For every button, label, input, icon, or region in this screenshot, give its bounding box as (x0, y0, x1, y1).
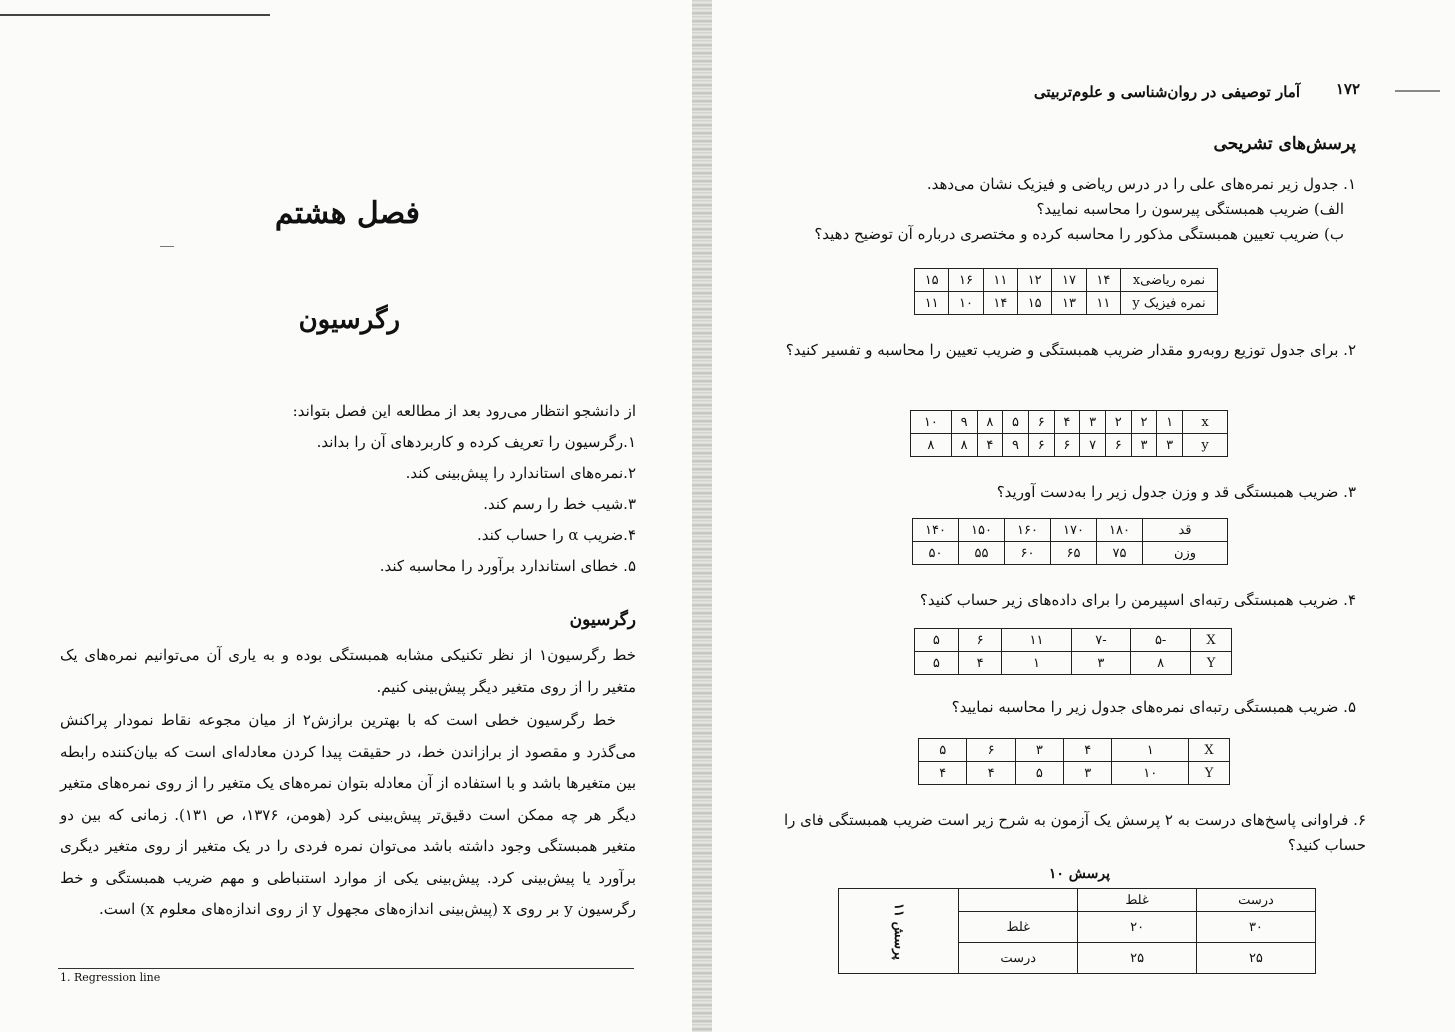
q1-table (914, 268, 1218, 315)
table-cell: ۲ (1131, 411, 1157, 434)
table-cell: ۱۴۰ (913, 519, 959, 542)
table-cell: ۴ (967, 762, 1015, 785)
table-cell: X (1189, 739, 1230, 762)
row-label: غلط (959, 912, 1078, 943)
q3-table (912, 518, 1228, 565)
q5-table (918, 738, 1230, 785)
table-cell: ۶۵ (1051, 542, 1097, 565)
question-6: ۶. فراوانی پاسخ‌های درست به ۲ پرسش یک آزمون به شرح زیر است ضریب همبستگی فای را حساب کنید؟ (783, 811, 1366, 854)
table-cell: ۹ (951, 411, 977, 434)
table-cell: ۸ (1131, 652, 1191, 675)
footnote: 1. Regression line (60, 971, 161, 984)
table-cell: ۱۷۰ (1051, 519, 1097, 542)
table-cell: ۳ (1015, 739, 1063, 762)
objectives-intro: از دانشجو انتظار می‌رود بعد از مطالعه این فصل بتواند: (292, 402, 636, 420)
table-cell: ۸ (951, 434, 977, 457)
table-cell: ۳۰ (1196, 912, 1315, 943)
paragraph-1: خط رگرسیون۱ از نظر تکنیکی مشابه همبستگی بوده و به یاری آن می‌توانیم نمره‌های یک متغیر را از روی متغیر دیگر پیش‌بینی کنیم. (60, 646, 636, 696)
table-cell: ۵ (919, 739, 967, 762)
section-heading: رگرسیون (569, 610, 636, 630)
table-cell: ۳ (1064, 762, 1112, 785)
table-cell: -۷ (1071, 629, 1131, 652)
table-cell: ۸ (977, 411, 1003, 434)
table-cell: وزن (1143, 542, 1228, 565)
question-3: ۳. ضریب همبستگی قد و وزن جدول زیر را به‌دست آورید؟ (996, 483, 1356, 501)
table-cell: ۴ (1054, 411, 1080, 434)
question-1b: ب) ضریب تعیین همبستگی مذکور را محاسبه کرده و مختصری درباره آن توضیح دهید؟ (814, 225, 1344, 243)
col-header-wrong: غلط (1078, 889, 1197, 912)
table-cell: ۲۰ (1078, 912, 1197, 943)
table-cell: ۶ (1028, 434, 1054, 457)
objective-item: ۵. خطای استاندارد برآورد را محاسبه کند. (379, 557, 636, 575)
table-cell: ۳ (1157, 434, 1183, 457)
table-cell: ۴ (958, 652, 1002, 675)
objective-item: ۴.ضریب α را حساب کند. (476, 526, 636, 544)
table-cell: ۱۶ (949, 269, 983, 292)
table-cell: ۹ (1003, 434, 1029, 457)
left-page (0, 0, 692, 1032)
book-spine (692, 0, 712, 1032)
table-cell: ۵ (1003, 411, 1029, 434)
table-cell: ۳ (1080, 411, 1106, 434)
table-cell: ۱ (1002, 652, 1071, 675)
chapter-title: فصل هشتم (274, 196, 420, 231)
row-label: درست (959, 943, 1078, 974)
table-cell: Y (1191, 652, 1232, 675)
table-cell: ۱۵۰ (959, 519, 1005, 542)
table-cell: ۱۰ (911, 411, 952, 434)
questions-heading: پرسش‌های تشریحی (1213, 134, 1356, 154)
table-cell: ۱۳ (1052, 292, 1086, 315)
running-title: آمار توصیفی در روان‌شناسی و علوم‌تربیتی (1033, 83, 1300, 101)
question-1a: الف) ضریب همبستگی پیرسون را محاسبه نمایید؟ (1036, 200, 1344, 218)
table-cell: نمره فیزیک y (1121, 292, 1218, 315)
question-1-text: ۱. جدول زیر نمره‌های علی را در درس ریاضی و فیزیک نشان می‌دهد. (926, 175, 1356, 193)
table-cell: ۱۶۰ (1005, 519, 1051, 542)
table-cell: ۱۴ (1086, 269, 1120, 292)
table-cell: ۸ (911, 434, 952, 457)
table-cell: -۵ (1131, 629, 1191, 652)
top-rule (0, 14, 270, 16)
table-cell: ۵۰ (913, 542, 959, 565)
question-4: ۴. ضریب همبستگی رتبه‌ای اسپیرمن را برای داده‌های زیر حساب کنید؟ (919, 591, 1356, 609)
table-cell: ۱۱ (915, 292, 949, 315)
question-5: ۵. ضریب همبستگی رتبه‌ای نمره‌های جدول زیر را محاسبه نمایید؟ (951, 698, 1356, 716)
table-cell: y (1183, 434, 1228, 457)
table-cell: ۵۵ (959, 542, 1005, 565)
table-cell: x (1183, 411, 1228, 434)
table-cell: ۲ (1105, 411, 1131, 434)
table-cell: ۱۰ (1112, 762, 1189, 785)
table-cell: Y (1189, 762, 1230, 785)
objectives (100, 396, 636, 582)
objective-item: ۳.شیب خط را رسم کند. (483, 495, 636, 513)
table-cell: ۳ (1071, 652, 1131, 675)
col-header-correct: درست (1196, 889, 1315, 912)
table-cell: ۱۴ (983, 292, 1017, 315)
table-cell: ۷ (1080, 434, 1106, 457)
objective-item: ۲.نمره‌های استاندارد را پیش‌بینی کند. (405, 464, 636, 482)
objective-item: ۱.رگرسیون را تعریف کرده و کاربردهای آن را بداند. (316, 433, 636, 451)
q6-table-title: پرسش ۱۰ (1048, 866, 1110, 882)
table-cell (959, 889, 1078, 912)
table-cell: ۱۸۰ (1097, 519, 1143, 542)
table-cell: ۱ (1112, 739, 1189, 762)
table-cell: ۱۷ (1052, 269, 1086, 292)
table-cell: ۲۵ (1196, 943, 1315, 974)
question-1 (780, 172, 1356, 247)
table-cell: ۶ (1054, 434, 1080, 457)
q6-side-label: پرسش ۱۱ (891, 902, 907, 960)
table-cell: ۵ (915, 652, 959, 675)
table-cell: ۶ (967, 739, 1015, 762)
edge-mark (1395, 90, 1440, 92)
table-cell: ۴ (977, 434, 1003, 457)
table-cell: X (1191, 629, 1232, 652)
table-cell: قد (1143, 519, 1228, 542)
table-cell: ۲۵ (1078, 943, 1197, 974)
page-number: ۱۷۲ (1335, 80, 1360, 98)
table-cell: نمره ریاضیx (1121, 269, 1218, 292)
table-cell: ۶۰ (1005, 542, 1051, 565)
table-cell: ۶ (1105, 434, 1131, 457)
table-cell: ۱۵ (915, 269, 949, 292)
table-cell: ۶ (1028, 411, 1054, 434)
table-cell: ۱۲ (1018, 269, 1052, 292)
q4-table (914, 628, 1232, 675)
q2-table (910, 410, 1228, 457)
table-cell: ۱۵ (1018, 292, 1052, 315)
table-cell: ۷۵ (1097, 542, 1143, 565)
table-cell: ۱۱ (983, 269, 1017, 292)
table-cell: ۴ (919, 762, 967, 785)
table-cell: ۱۰ (949, 292, 983, 315)
table-cell: ۵ (1015, 762, 1063, 785)
paragraph-2: خط رگرسیون خطی است که با بهترین برازش۲ از میان مجوعه نقاط نمودار پراکنش می‌گذرد و مقصود از برازاندن خط، در حقیقت پیدا کردن معادله‌ای است که بیان‌کننده رابطه بین متغیرها باشد و با استفاده از آن معادله بتوان نمره‌های یک متغیر را از روی نمره‌های متغیر دیگر هر چه ممکن است دقیق‌تر پیش‌بینی کرد (هومن، ۱۳۷۶، ص ۱۳۱). زمانی که بین دو متغیر همبستگی وجود داشته باشد می‌توان نمره فردی را در یک متغیر از روی متغیر دیگری برآورد یا پیش‌بینی کرد. پیش‌بینی یکی از موارد استنباطی و مهم ضریب همبستگی و خط رگرسیون y بر روی x (پیش‌بینی اندازه‌های مجهول y از روی اندازه‌های معلوم x) است. (60, 711, 636, 918)
table-cell: ۴ (1064, 739, 1112, 762)
table-cell: ۱۱ (1002, 629, 1071, 652)
table-cell: ۵ (915, 629, 959, 652)
chapter-subtitle: رگرسیون (298, 305, 400, 335)
table-cell: ۶ (958, 629, 1002, 652)
footnote-rule (58, 968, 634, 969)
side-label-cell (839, 889, 959, 974)
table-cell: ۳ (1131, 434, 1157, 457)
question-2: ۲. برای جدول توزیع روبه‌رو مقدار ضریب همبستگی و ضریب تعیین را محاسبه و تفسیر کنید؟ (785, 341, 1356, 359)
margin-mark (160, 246, 174, 247)
table-cell: ۱۱ (1086, 292, 1120, 315)
table-cell: ۱ (1157, 411, 1183, 434)
q6-table (838, 888, 1316, 974)
